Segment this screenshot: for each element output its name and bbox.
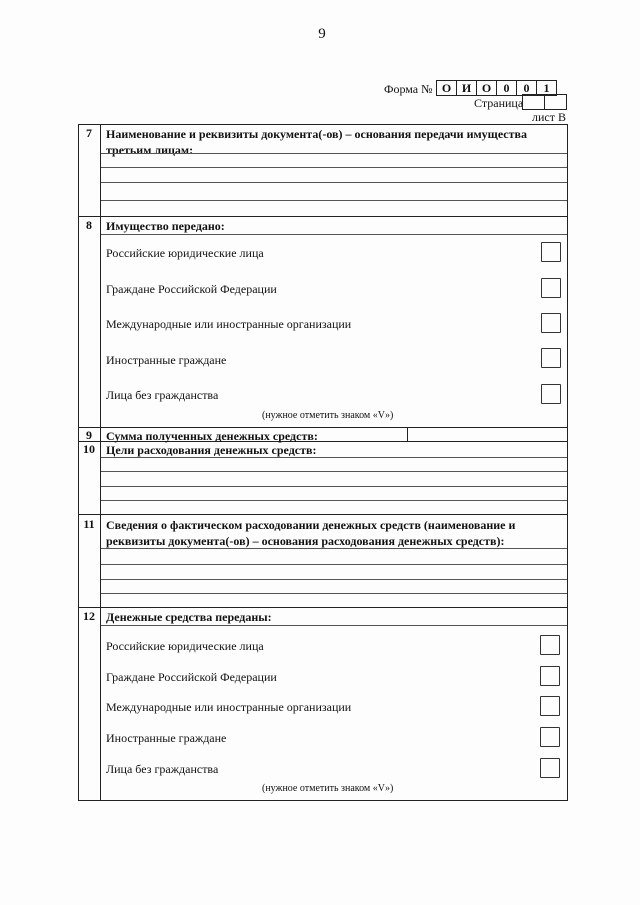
section-divider [78,607,568,608]
section-12-option-label: Российские юридические лица [106,639,264,653]
section-divider [78,514,568,515]
page-label: Страница [474,96,524,110]
section-8-title: Имущество передано: [106,219,225,233]
section-8-option-checkbox[interactable] [541,348,561,368]
section-7-entry-line[interactable] [101,200,567,201]
section-11-entry-line[interactable] [101,564,567,565]
page-cell[interactable] [544,94,567,110]
form-number-label: Форма № [384,82,433,96]
table-top-border [78,124,568,125]
section-8-option-label: Российские юридические лица [106,246,264,260]
section-11-title: Сведения о фактическом расходовании денежных средств (наименование и реквизиты документа(-ов) – основания расходования денежных средств): [106,518,516,548]
section-12-option-checkbox[interactable] [540,696,560,716]
section-10-entry-line[interactable] [101,486,567,487]
section-10-entry-line[interactable] [101,457,567,458]
section-8-option-label: Лица без гражданства [106,388,219,402]
section-12-number: 12 [83,609,95,623]
sheet-label: лист В [532,110,566,124]
section-8-title-underline [101,234,567,235]
section-12-option-label: Международные или иностранные организации [106,700,352,714]
section-11-entry-line[interactable] [101,548,567,549]
page-number-cells[interactable] [523,94,567,110]
section-10-entry-line[interactable] [101,471,567,472]
section-12-option-checkbox[interactable] [540,727,560,747]
form-code-cell: 0 [516,80,537,96]
section-12-option-checkbox[interactable] [540,758,560,778]
section-11-entry-line[interactable] [101,593,567,594]
form-code-cell: О [476,80,497,96]
section-12-title: Денежные средства переданы: [106,610,272,624]
section-12-option-label: Лица без гражданства [106,762,219,776]
section-10-number: 10 [83,442,95,456]
section-8-note: (нужное отметить знаком «V») [262,410,394,421]
section-9-number: 9 [86,428,92,442]
section-9-title: Сумма полученных денежных средств: [106,429,318,443]
form-code-cell: 0 [496,80,517,96]
section-8-option-checkbox[interactable] [541,384,561,404]
page-cell[interactable] [522,94,545,110]
section-7-entry-line[interactable] [101,167,567,168]
section-11-entry-line[interactable] [101,579,567,580]
section-8-option-checkbox[interactable] [541,242,561,262]
page-number: 9 [318,26,326,42]
section-10-entry-line[interactable] [101,500,567,501]
section-8-option-label: Международные или иностранные организации [106,317,352,331]
section-7-entry-line[interactable] [101,182,567,183]
section-8-option-label: Граждане Российской Федерации [106,282,277,296]
section-10-title: Цели расходования денежных средств: [106,443,317,457]
section-8-option-checkbox[interactable] [541,313,561,333]
section-8-number: 8 [86,218,92,232]
table-bottom-border [78,800,568,801]
section-11-number: 11 [83,517,95,531]
section-7-title: Наименование и реквизиты документа(-ов) – основания передачи имущества третьим лицам: [106,127,527,157]
section-9-amount-field[interactable] [408,428,566,441]
section-12-option-label: Граждане Российской Федерации [106,670,277,684]
section-7-number: 7 [86,126,92,140]
form-code-cell: 1 [536,80,557,96]
section-12-note: (нужное отметить знаком «V») [262,783,394,794]
section-8-option-label: Иностранные граждане [106,353,227,367]
section-8-option-checkbox[interactable] [541,278,561,298]
section-12-option-checkbox[interactable] [540,666,560,686]
form-code-cell: И [456,80,477,96]
table-number-column-border [100,124,101,800]
form-code-cell: О [436,80,457,96]
section-12-option-checkbox[interactable] [540,635,560,655]
section-7-entry-line[interactable] [101,153,567,154]
section-divider [78,216,568,217]
section-12-option-label: Иностранные граждане [106,731,227,745]
table-right-border [567,124,568,800]
section-12-title-underline [101,625,567,626]
